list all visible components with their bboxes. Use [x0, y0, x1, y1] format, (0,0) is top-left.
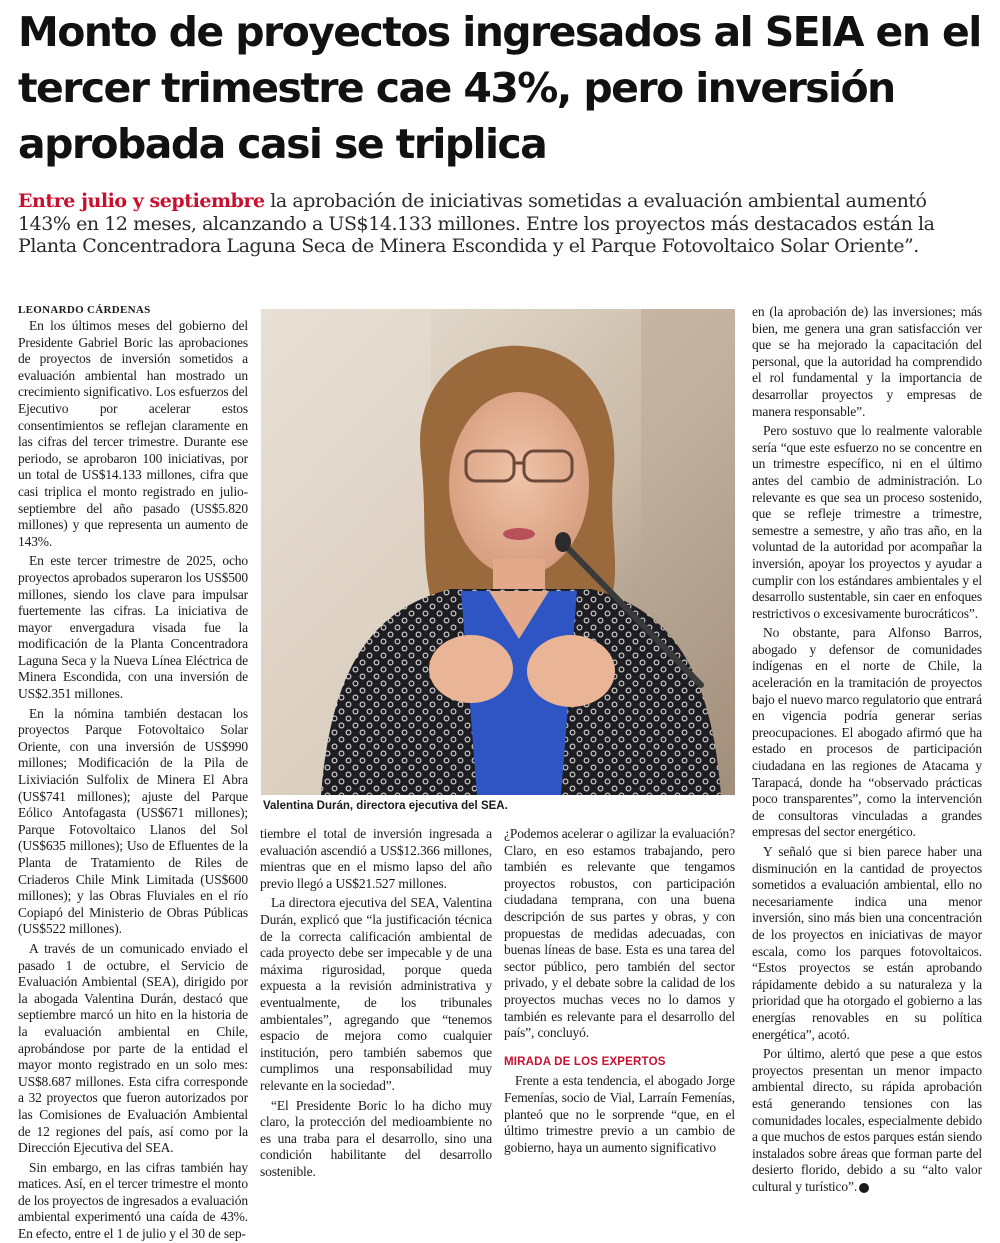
- paragraph: La directora ejecutiva del SEA, Valentina Durán, explicó que “la justificación técnica de la correcta calificación ambiental de cada proyecto debe ser impecable y de una máxima rigurosidad, porque queda expuesta a la revisión administrativa y eventualmente, de los tribunales ambientales”, agregando que “tenemos espacio de mejora como cualquier institución, pero también sabemos que cumplimos una responsabilidad muy relevante en la sociedad”.: [260, 895, 492, 1093]
- paragraph: Pero sostuvo que lo realmente valorable sería “que este esfuerzo no se concentre en un trimestre específico, ni en el último antes del cambio de administración. Lo relevante es que sea un proceso sostenido, que se refleje trimestre a trimestre, semestre a semestre, y año tras año, en la voluntad de la autoridad por acompañar la inversión, apoyar los proyectos y ayudar a cumplir con los estándares ambientales y el desarrollo sustentable, sin caer en enfoques restrictivos o excesivamente burocráticos”.: [752, 423, 982, 621]
- paragraph: En la nómina también destacan los proyectos Parque Fotovoltaico Solar Oriente, con una inversión de US$990 millones; Modificación de la Pila de Lixiviación Sulfolix de Minera El Abra (US$741 millones); ajuste del Parque Eólico Antofagasta (US$671 millones); Parque Fotovoltaico Llanos del Sol (US$635 millones); Uso de Efluentes de la Planta de Tratamiento de Riles de Criaderos Chile Mink Limitada (US$600 millones); y las Obras Fluviales en el río Copiapó del Ministerio de Obras Públicas (US$522 millones).: [18, 705, 248, 937]
- paragraph: “El Presidente Boric lo ha dicho muy claro, la protección del medioambiente no es una traba para el desarrollo, sino una condición habilitante del desarrollo sostenible.: [260, 1097, 492, 1179]
- portrait-illustration: [261, 309, 735, 795]
- paragraph: ¿Podemos acelerar o agilizar la evaluación? Claro, en eso estamos trabajando, pero también es relevante que tengamos proyectos robustos, con participación ciudadana temprana, con una buena descripción de sus partes y obras, y con propuestas de medidas adecuadas, con buenas líneas de base. Esta es una tarea del sector público, pero también del sector privado, y el debate sobre la calidad de los proyectos muchas veces no lo damos y también es relevante para el desarrollo del país”, concluyó.: [504, 826, 735, 1041]
- paragraph: [752, 1046, 982, 1195]
- end-mark-icon: [859, 1183, 869, 1193]
- paragraph: Frente a esta tendencia, el abogado Jorge Femenías, socio de Vial, Larraín Femenías, planteó que no le sorprende “que, en el último trimestre previo a un cambio de gobierno, haya un aumento significativo: [504, 1073, 735, 1155]
- body-column-4: [752, 304, 982, 1194]
- paragraph: en (la aprobación de) las inversiones; más bien, me genera una gran satisfacción ver que se ha mejorado la capacitación del personal, que la autoridad ha comprendido el rol fundamental y la importancia de desarrollar proyectos y empresas de manera responsable”.: [752, 304, 982, 419]
- paragraph: En los últimos meses del gobierno del Presidente Gabriel Boric las aprobaciones de proyectos de inversión sometidos a evaluación ambiental han mostrado un crecimiento significativo. Los esfuerzos del Ejecutivo por acelerar estos consentimientos se reflejan claramente en las cifras del tercer trimestre. Durante ese periodo, se aprobaron 100 iniciativas, por un total de US$14.133 millones, cifra que casi triplica el monto registrado en julio-septiembre del año pasado (US$5.820 millones) y que representa un aumento de 143%.: [18, 318, 248, 549]
- photo-caption: Valentina Durán, directora ejecutiva del SEA.: [263, 800, 508, 812]
- headline: Monto de proyectos ingresados al SEIA en el tercer trimestre cae 43%, pero inversión aprobada casi se triplica: [18, 8, 981, 168]
- photo-valentina-duran: [261, 309, 735, 795]
- paragraph: Y señaló que si bien parece haber una disminución en la cantidad de proyectos sometidos a evaluación ambiental, ello no necesariamente indica una menor inversión, sino más bien una concentración de los proyectos en iniciativas de mayor escala, como los parques fotovoltaicos. “Estos proyectos se están aprobando rápidamente debido a su naturaleza y la prioridad que ha otorgado el gobierno a las energías renovables en su política energética”, acotó.: [752, 844, 982, 1042]
- last-paragraph-text: Por último, alertó que pese a que estos proyectos presentan un menor impacto ambiental directo, su rápida aprobación está generando tensiones con las comunidades locales, especialmente debido a que muchos de estos parques están siendo instalados sobre áreas que forman parte del desierto florido, debido a su “alto valor cultural y turístico”.: [752, 1046, 982, 1194]
- body-column-3: [504, 826, 735, 1155]
- paragraph: No obstante, para Alfonso Barros, abogado y defensor de comunidades indígenas en el norte de Chile, la aceleración en la tramitación de proyectos bajo el nuevo marco regulatorio que entrará en vigencia podría generar serias preocupaciones. El abogado afirmó que ha estado en procesos de participación ciudadana en las regiones de Atacama y Tarapacá, donde ha “observado prácticas poco transparentes”, como la intervención de consultoras vinculadas a grandes empresas del sector energético.: [752, 625, 982, 840]
- paragraph: A través de un comunicado enviado el pasado 1 de octubre, el Servicio de Evaluación Ambiental (SEA), dirigido por la abogada Valentina Durán, destacó que septiembre marcó un hito en la historia de la evaluación ambiental en Chile, aprobándose por parte de la entidad el mayor monto registrado en un solo mes: US$8.687 millones. Esta cifra corresponde a 32 proyectos que fueron autorizados por las Comisiones de Evaluación Ambiental de 12 regiones del país, así como por la Dirección Ejecutiva del SEA.: [18, 940, 248, 1156]
- paragraph: tiembre el total de inversión ingresada a evaluación ascendió a US$12.366 millones, mientras que en el mismo lapso del año previo llegó a US$21.527 millones.: [260, 826, 492, 891]
- section-label: MIRADA DE LOS EXPERTOS: [504, 1055, 666, 1068]
- byline: LEONARDO CÁRDENAS: [18, 304, 151, 316]
- paragraph: Sin embargo, en las cifras también hay matices. Así, en el tercer trimestre el monto de los proyectos de ingresados a evaluación ambiental experimentó una caída de 43%. En efecto, entre el 1 de julio y el 30 de sep-: [18, 1159, 248, 1242]
- paragraph: En este tercer trimestre de 2025, ocho proyectos aprobados superaron los US$500 millones, siendo los clave para impulsar fuertemente las cifras. La iniciativa de mayor envergadura visada fue la modificación de la Planta Concentradora Laguna Seca y la Nueva Línea Eléctrica de Minera Escondida, con una inversión de US$2.351 millones.: [18, 553, 248, 702]
- body-column-1: [18, 318, 248, 1242]
- lede-kicker: Entre julio y septiembre: [18, 190, 265, 212]
- lede-text: la aprobación de iniciativas sometidas a evaluación ambiental aumentó 143% en 12 meses, alcanzando a US$14.133 millones. Entre los proyectos más destacados están la Planta Concentradora Laguna Seca de Minera Escondida y el Parque Fotovoltaico Solar Oriente”.: [18, 190, 935, 257]
- body-column-2: [260, 826, 492, 1179]
- lede: [18, 190, 978, 258]
